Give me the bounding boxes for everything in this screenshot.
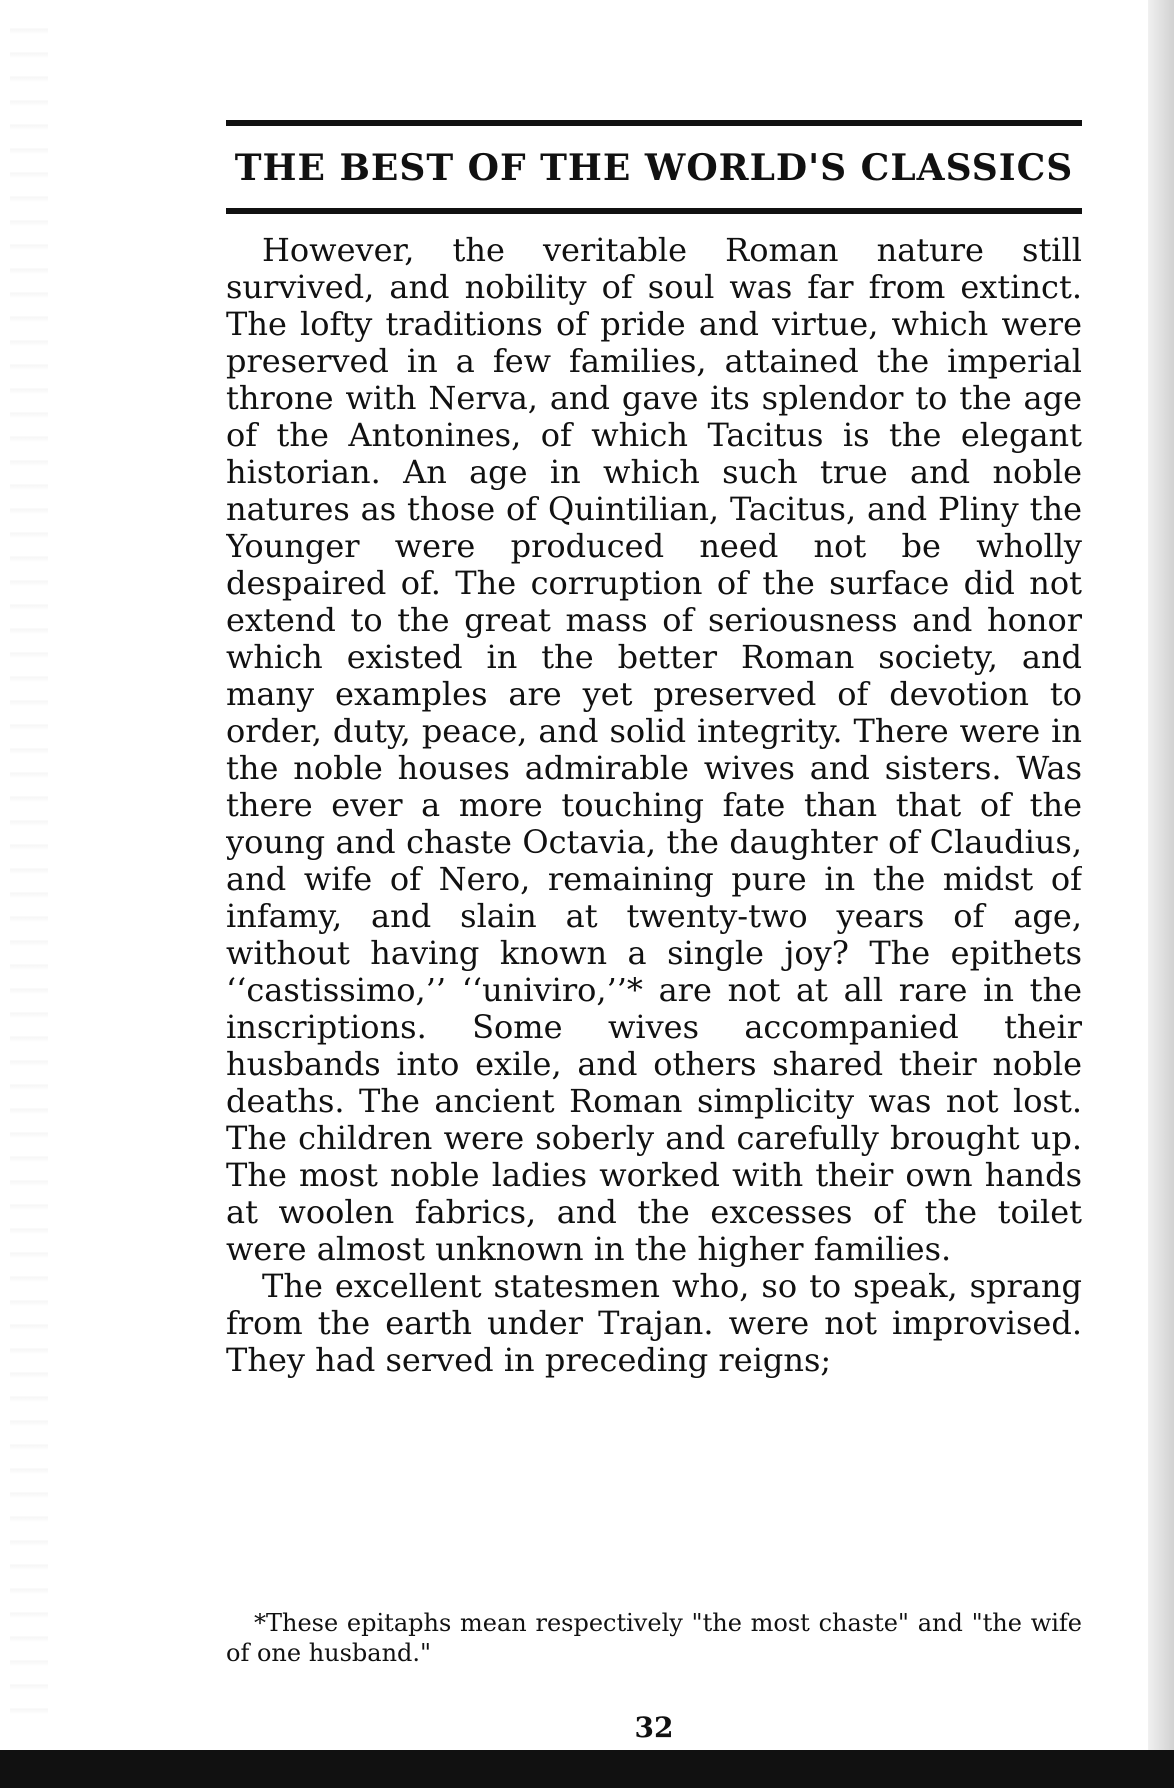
page-number: 32	[634, 1711, 674, 1744]
scan-right-edge	[1148, 0, 1174, 1788]
paragraph: The excellent statesmen who, so to speak, sprang from the earth under Trajan. were not improvised. They had served in preceding reigns;	[226, 1267, 1082, 1379]
paragraph: However, the veritable Roman nature still survived, and nobility of soul was far from extinct. The lofty traditions of pride and virtue, which were preserved in a few families, attained the imperial throne with Nerva, and gave its splendor to the age of the Antonines, of which Tacitus is the elegant historian. An age in which such true and noble natures as those of Quintilian, Tacitus, and Pliny the Younger were produced need not be wholly despaired of. The corruption of the surface did not extend to the great mass of seriousness and honor which existed in the better Roman society, and many examples are yet preserved of devotion to order, duty, peace, and solid integrity. There were in the noble houses admirable wives and sisters. Was there ever a more touching fate than that of the young and chaste Octavia, the daughter of Claudius, and wife of Nero, remaining pure in the midst of infamy, and slain at twenty-two years of age, without having known a single joy? The epithets ‘‘castissimo,’’ ‘‘univiro,’’* are not at all rare in the inscriptions. Some wives accompanied their husbands into exile, and others shared their noble deaths. The ancient Roman simplicity was not lost. The children were soberly and carefully brought up. The most noble ladies worked with their own hands at woolen fabrics, and the excesses of the toilet were almost unknown in the higher families.	[226, 232, 1082, 1268]
header-rule-top	[226, 120, 1082, 126]
scan-bottom-edge	[0, 1750, 1174, 1788]
footnote: *These epitaphs mean respectively "the most chaste" and "the wife of one husband."	[226, 1609, 1082, 1667]
body-text	[226, 232, 1082, 1379]
scan-left-edge	[10, 10, 48, 1730]
book-page	[226, 120, 1082, 1744]
header-rule-bottom	[226, 208, 1082, 214]
running-head: THE BEST OF THE WORLD'S CLASSICS	[234, 147, 1074, 189]
